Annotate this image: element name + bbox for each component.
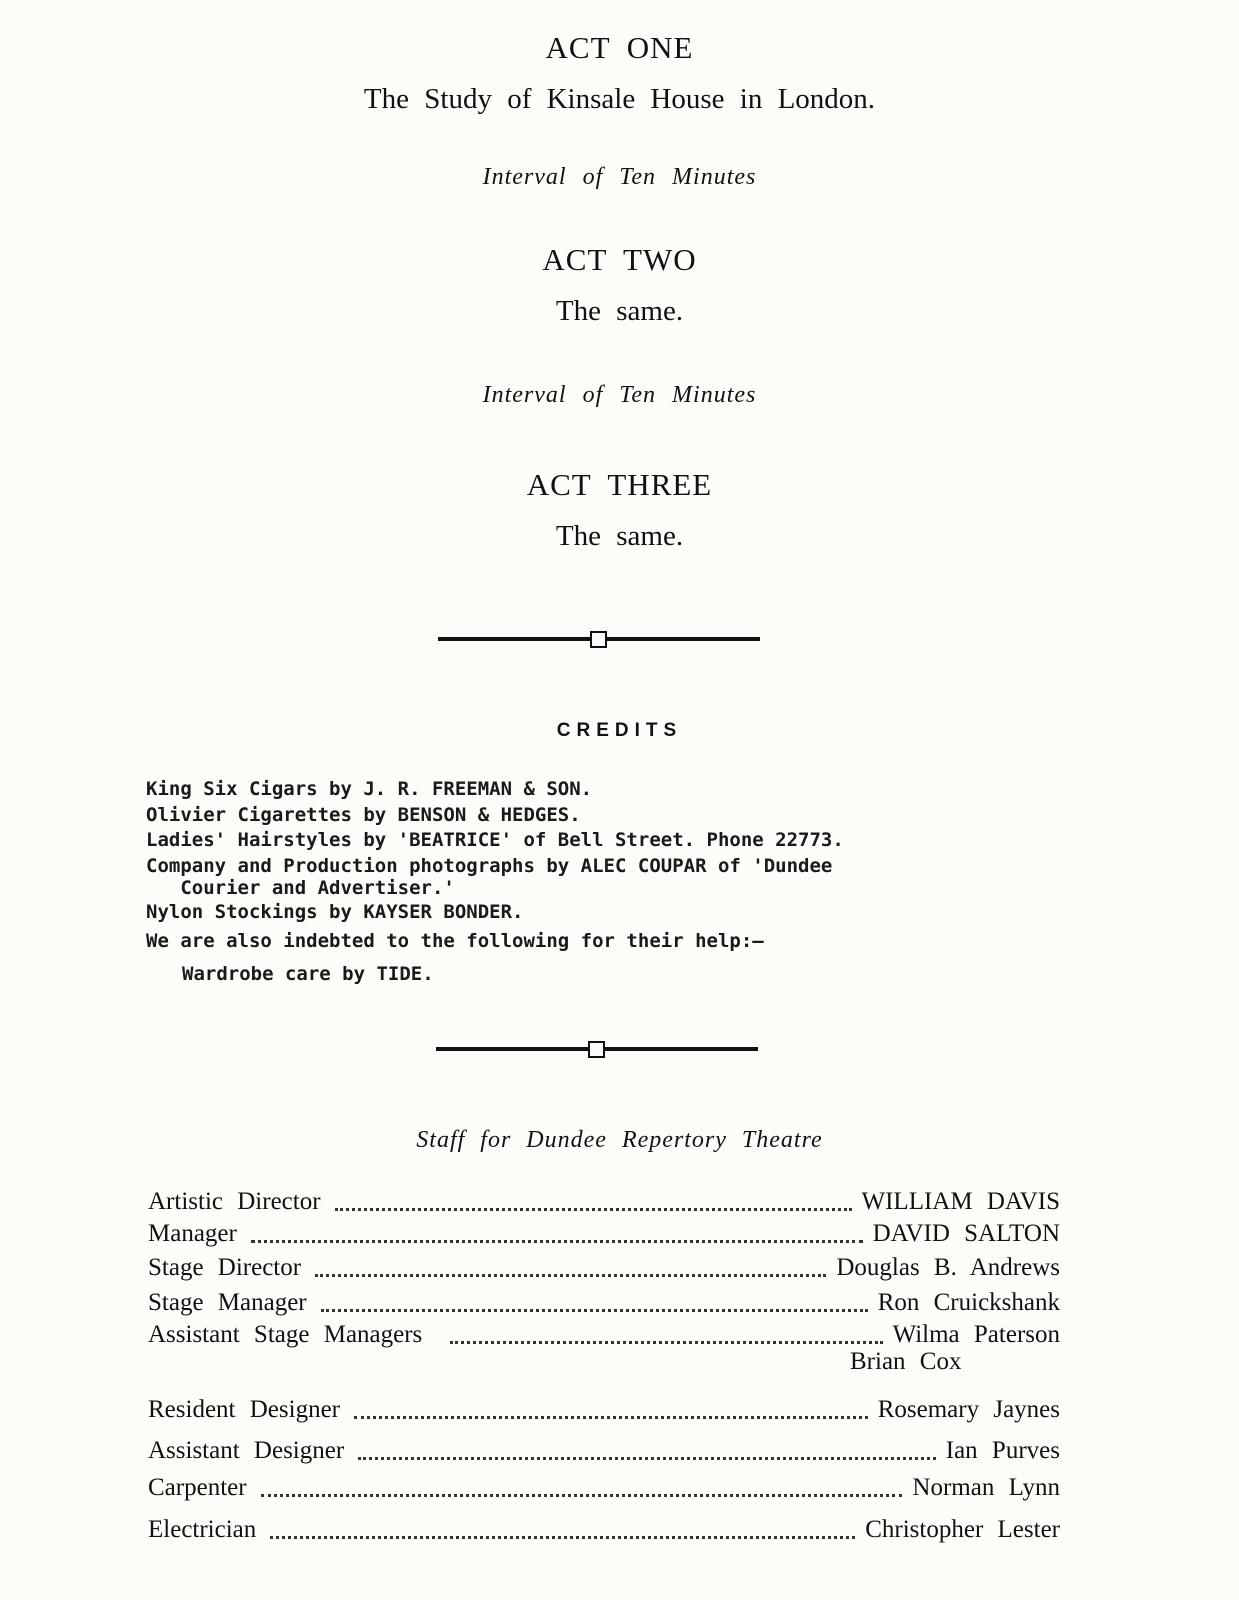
staff-heading: Staff for Dundee Repertory Theatre — [416, 1127, 823, 1153]
staff-role: Stage Manager — [148, 1289, 307, 1316]
staff-role: Artistic Director — [148, 1188, 321, 1215]
dot-leader — [335, 1207, 852, 1211]
credit-line: Nylon Stockings by KAYSER BONDER. — [146, 901, 524, 923]
staff-row — [148, 1184, 1060, 1216]
credit-line: Wardrobe care by TIDE. — [182, 963, 434, 985]
dot-leader — [321, 1308, 868, 1312]
credits-heading: CREDITS — [556, 720, 683, 741]
credit-line: Olivier Cigarettes by BENSON & HEDGES. — [146, 804, 581, 826]
act-three-title: ACT THREE — [526, 467, 713, 502]
interval-one: Interval of Ten Minutes — [482, 164, 757, 190]
staff-role: Assistant Designer — [148, 1437, 345, 1464]
dot-leader — [315, 1273, 826, 1277]
staff-role: Stage Director — [148, 1254, 302, 1281]
dot-leader — [251, 1239, 863, 1243]
staff-name: Wilma Paterson — [892, 1321, 1060, 1348]
staff-row — [148, 1512, 1060, 1544]
staff-role: Resident Designer — [148, 1396, 340, 1423]
staff-row — [148, 1216, 1060, 1248]
act-three-setting: The same. — [555, 520, 684, 552]
staff-name: Ron Cruickshank — [877, 1289, 1060, 1316]
staff-name: Rosemary Jaynes — [877, 1396, 1060, 1423]
credit-line: We are also indebted to the following for their help:— — [146, 930, 764, 952]
dot-leader — [450, 1340, 882, 1344]
staff-row — [148, 1250, 1060, 1282]
staff-name: DAVID SALTON — [872, 1220, 1060, 1247]
staff-name: Norman Lynn — [912, 1474, 1060, 1501]
credit-line: Company and Production photographs by ALEC COUPAR of 'Dundee Courier and Advertiser.' — [146, 855, 833, 899]
ornamental-divider — [436, 1041, 758, 1057]
staff-name: WILLIAM DAVIS — [861, 1188, 1060, 1215]
dot-leader — [358, 1456, 936, 1460]
dot-leader — [261, 1493, 903, 1497]
act-one-title: ACT ONE — [545, 30, 694, 65]
staff-name: Douglas B. Andrews — [836, 1254, 1060, 1281]
staff-name-secondary: Brian Cox — [850, 1348, 962, 1375]
staff-name: Ian Purves — [945, 1437, 1060, 1464]
staff-row — [148, 1433, 1060, 1465]
staff-row — [148, 1470, 1060, 1502]
credit-line: Ladies' Hairstyles by 'BEATRICE' of Bell Street. Phone 22773. — [146, 829, 844, 851]
ornamental-divider — [438, 631, 760, 647]
staff-role: Electrician — [148, 1516, 257, 1543]
staff-role: Carpenter — [148, 1474, 247, 1501]
staff-name: Christopher Lester — [865, 1516, 1060, 1543]
staff-row — [148, 1285, 1060, 1317]
staff-row — [148, 1317, 1060, 1349]
act-two-title: ACT TWO — [542, 242, 697, 277]
interval-two: Interval of Ten Minutes — [482, 382, 757, 408]
act-two-setting: The same. — [555, 295, 684, 327]
credit-line: King Six Cigars by J. R. FREEMAN & SON. — [146, 778, 593, 800]
staff-role: Manager — [148, 1220, 237, 1247]
dot-leader — [270, 1535, 855, 1539]
staff-role: Assistant Stage Managers — [148, 1321, 423, 1348]
staff-row — [148, 1392, 1060, 1424]
dot-leader — [354, 1415, 868, 1419]
act-one-setting: The Study of Kinsale House in London. — [363, 83, 876, 115]
